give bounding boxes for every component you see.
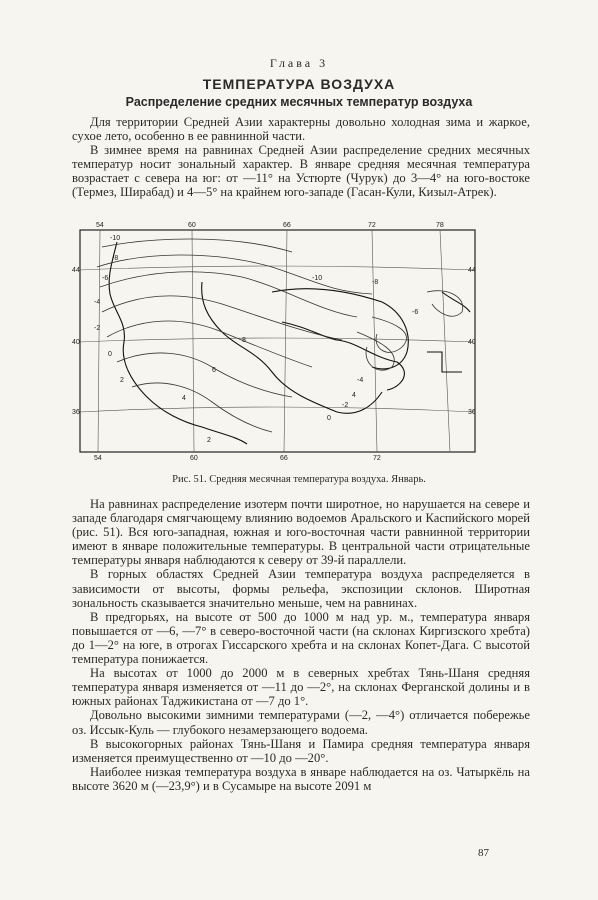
map-svg: [72, 222, 482, 462]
isotherm-label: 4: [182, 395, 186, 402]
borders: [109, 242, 470, 444]
figure-caption: Рис. 51. Средняя месячная температура воздуха. Январь.: [172, 474, 426, 485]
lon-label: 78: [436, 222, 444, 229]
lat-label: 44: [72, 267, 80, 274]
lat-label: 36: [72, 409, 80, 416]
page-title: ТЕМПЕРАТУРА ВОЗДУХА: [202, 76, 396, 92]
lon-label: 66: [280, 455, 288, 462]
lon-label: 60: [188, 222, 196, 229]
isotherm-label: 8: [242, 337, 246, 344]
page-number: 87: [478, 847, 489, 859]
lat-label: 40: [72, 339, 80, 346]
map-frame: [80, 230, 475, 452]
isotherm-label: -4: [357, 377, 364, 384]
isotherm-label: -4: [94, 299, 101, 306]
text-block-bottom: [72, 497, 530, 793]
lon-label: 54: [96, 222, 104, 229]
lon-label: 60: [190, 455, 198, 462]
lat-label: 44: [468, 267, 476, 274]
isotherm-label: 4: [352, 392, 356, 399]
text-block-top: [72, 115, 530, 200]
isotherm-label: -6: [412, 309, 419, 316]
lat-label: 40: [468, 339, 476, 346]
paragraph: Наиболее низкая температура воздуха в январе наблюдается на оз. Чатыркёль на высоте 3620 м (—23,9°) и в Сусамыре на высоте 2091 м: [72, 764, 530, 793]
paragraph: Для территории Средней Азии характерны довольно холодная зима и жаркое, сухое лето, особенно в ее равнинной части.: [72, 115, 530, 144]
paragraph: В горных областях Средней Азии температура воздуха распределяется в зависимости от высоты, формы рельефа, экспозиции склонов. Широтная зональность сказывается значительно меньше, чем на равнинах.: [72, 567, 530, 610]
isotherm-label: 0: [108, 351, 112, 358]
isotherm-label: 6: [212, 367, 216, 374]
isotherm-label: -2: [94, 325, 101, 332]
isotherm-map-figure: [72, 222, 482, 462]
lon-label: 54: [94, 455, 102, 462]
paragraph: В предгорьях, на высоте от 500 до 1000 м над ур. м., температура января повышается от —6, —7° в северо-восточной части (на склонах Киргизского хребта) до 1—2° на юге, в отрогах Гиссарского хребта и на склонах Копет-Дага. С высотой температура понижается.: [72, 609, 530, 667]
isotherm-label: -10: [312, 275, 323, 282]
lon-label: 72: [368, 222, 376, 229]
graticule: [80, 230, 475, 452]
isotherm-label: -8: [112, 255, 119, 262]
isotherm-label: -8: [372, 279, 379, 286]
isotherm-label: 2: [207, 437, 211, 444]
lon-label: 72: [373, 455, 381, 462]
paragraph: На высотах от 1000 до 2000 м в северных хребтах Тянь-Шаня средняя температура января изменяется от —11 до —2°, на склонах Ферганской долины и в южных районах Таджикистана от —7 до 1°.: [72, 666, 530, 709]
paragraph: Довольно высокими зимними температурами (—2, —4°) отличается побережье оз. Иссык-Куль — глубокого незамерзающего водоема.: [72, 708, 530, 737]
paragraph: В зимнее время на равнинах Средней Азии распределение средних месячных температур носит зональный характер. В январе средняя месячная температура возрастает с севера на юг: от —11° на Устюрте (Чурук) до 3—4° на юго-востоке (Термез, Ширабад) и 4—5° на крайнем юго-западе (Гасан-Кули, Кизыл-Атрек).: [72, 143, 530, 200]
paragraph: На равнинах распределение изотерм почти широтное, но нарушается на севере и западе благодаря смягчающему влиянию водоемов Аральского и Каспийского морей (рис. 51). Вся юго-западная, южная и юго-восточная части равнинной территории имеют в январе положительные температуры. В центральной части отрицательные температуры января наблюдаются к северу от 39-й параллели.: [72, 497, 530, 568]
isotherm-label: -2: [342, 402, 349, 409]
isotherm-label: 2: [120, 377, 124, 384]
isotherm-label: 0: [327, 415, 331, 422]
lon-label: 66: [283, 222, 291, 229]
isotherm-label: -6: [102, 275, 109, 282]
section-subtitle: Распределение средних месячных температур воздуха: [125, 95, 473, 109]
chapter-heading: Глава 3: [269, 56, 329, 70]
isotherm-label: -10: [110, 235, 121, 242]
paragraph: В высокогорных районах Тянь-Шаня и Памира средняя температура января изменяется преимущественно от —10 до —20°.: [72, 736, 530, 765]
lat-label: 36: [468, 409, 476, 416]
